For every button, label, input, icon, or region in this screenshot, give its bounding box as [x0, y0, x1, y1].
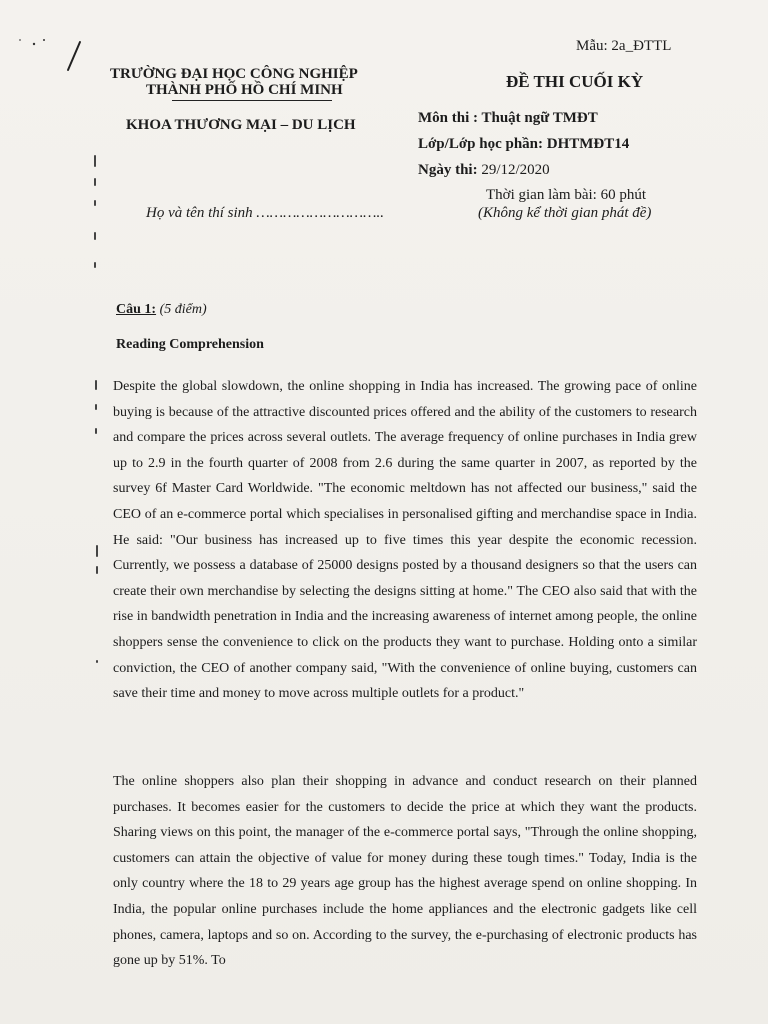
question-label: Câu 1: [116, 302, 157, 317]
class-label: Lớp/Lớp học phần: [418, 136, 547, 152]
class-row [418, 136, 629, 153]
reading-paragraph-1: Despite the global slowdown, the online shopping in India has increased. The growing pace of online buying is because of the attractive discounted prices offered and the ability of the customers to research and compare the prices across several outlets. The average frequency of online purchases in India grew up to 2.9 in the fourth quarter of 2008 from 2.6 during the same quarter in 2007, as reported by the survey 6f Master Card Worldwide. "The economic meltdown has not affected our business," said the CEO of an e-commerce portal which specialises in personalised gifting and merchandise space in India. He said: "Our business has increased up to five times this year despite the economic recession. Currently, we possess a database of 25000 designs posted by a thousand designers so that the users can create their own merchandise by selecting the designs sitting at home." The CEO also said that with the rise in bandwidth penetration in India and the increasing awareness of internet among people, the online shoppers sense the convenience to click on the products they want to purchase. Holding onto a similar conviction, the CEO of another company said, "With the convenience of online buying, customers can save their time and money to move across multiple outlets for a product." [113, 379, 697, 702]
class-value: DHTMĐT14 [546, 136, 630, 152]
date-value: 29/12/2020 [481, 162, 550, 178]
reading-paragraph-2: The online shoppers also plan their shopping in advance and conduct research on their planned purchases. It becomes easier for the customers to decide the price at which they want the products. Sharing views on this point, the manager of the e-commerce portal says, "Through the online shopping, customers can attain the objective of value for money during these tough times." Today, India is the only country where the 18 to 29 years age group has the highest average spend on online shopping. In India, the popular online purchases include the home appliances and the electronic gadgets like cell phones, camera, laptops and so on. According to the survey, the e-purchasing of electronic products has gone up by 51%. To [113, 774, 697, 969]
section-title: Reading Comprehension [116, 337, 264, 352]
duration-note: (Không kể thời gian phát đề) [478, 205, 652, 221]
question-points: (5 điểm) [156, 302, 207, 317]
question-heading [116, 302, 207, 318]
candidate-name-line: Họ và tên thí sinh ……………………….. [146, 205, 384, 221]
school-underline [172, 100, 332, 101]
date-label: Ngày thi: [418, 162, 482, 178]
subject-row [418, 110, 598, 127]
exam-title: ĐỀ THI CUỐI KỲ [506, 72, 644, 91]
date-row [418, 162, 550, 179]
duration: Thời gian làm bài: 60 phút [486, 187, 646, 203]
school-name-line2: THÀNH PHỐ HỒ CHÍ MINH [146, 82, 343, 98]
subject-value: Thuật ngữ TMĐT [481, 110, 598, 126]
faculty-name: KHOA THƯƠNG MẠI – DU LỊCH [126, 117, 356, 133]
form-code: Mẫu: 2a_ĐTTL [576, 38, 672, 54]
school-name-line1: TRƯỜNG ĐẠI HỌC CÔNG NGHIỆP [110, 66, 358, 82]
subject-label: Môn thi : [418, 110, 482, 126]
